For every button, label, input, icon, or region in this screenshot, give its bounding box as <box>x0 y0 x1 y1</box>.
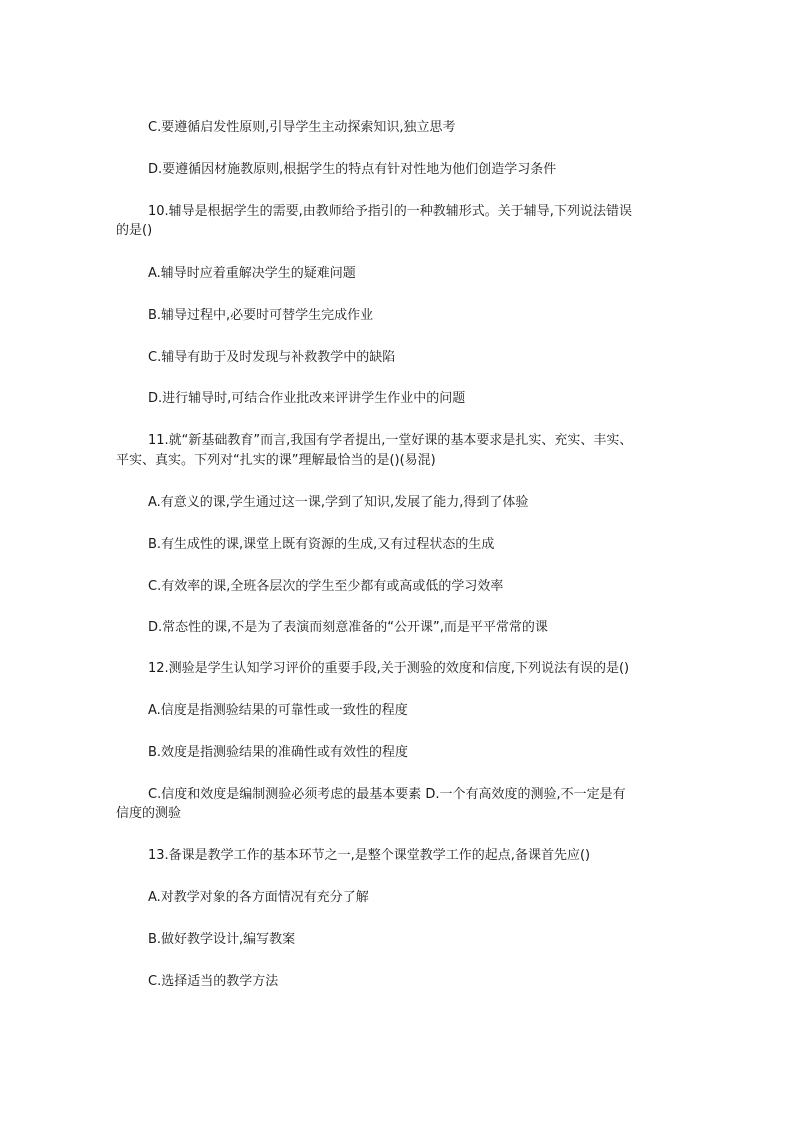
option-d-q9: D.要遵循因材施教原则,根据学生的特点有针对性地为他们创造学习条件 <box>148 162 557 177</box>
option-d-q10: D.进行辅导时,可结合作业批改来评讲学生作业中的问题 <box>148 391 466 406</box>
option-c-q11: C.有效率的课,全班各层次的学生至少都有或高或低的学习效率 <box>148 579 504 594</box>
option-b-q12: B.效度是指测验结果的准确性或有效性的程度 <box>148 745 409 760</box>
option-d-q11: D.常态性的课,不是为了表演而刻意准备的“公开课”,而是平平常常的课 <box>148 620 548 635</box>
option-c-q9: C.要遵循启发性原则,引导学生主动探索知识,独立思考 <box>148 120 456 135</box>
option-a-q10: A.辅导时应着重解决学生的疑难问题 <box>148 266 356 281</box>
question-12: 12.测验是学生认知学习评价的重要手段,关于测验的效度和信度,下列说法有误的是() <box>148 661 630 676</box>
option-a-q13: A.对教学对象的各方面情况有充分了解 <box>148 890 369 905</box>
option-b-q10: B.辅导过程中,必要时可替学生完成作业 <box>148 308 374 323</box>
option-a-q11: A.有意义的课,学生通过这一课,学到了知识,发展了能力,得到了体验 <box>148 495 529 510</box>
option-b-q11: B.有生成性的课,课堂上既有资源的生成,又有过程状态的生成 <box>148 537 495 552</box>
option-c-q13: C.选择适当的教学方法 <box>148 974 279 989</box>
option-cd-q12-line-1: C.信度和效度是编制测验必须考虑的最基本要素 D.一个有高效度的测验,不一定是有 <box>148 787 626 802</box>
option-b-q13: B.做好教学设计,编写教案 <box>148 932 296 947</box>
option-c-q10: C.辅导有助于及时发现与补救教学中的缺陷 <box>148 350 396 365</box>
question-10-line-2: 的是() <box>116 223 153 238</box>
question-13: 13.备课是教学工作的基本环节之一,是整个课堂教学工作的起点,备课首先应() <box>148 848 591 863</box>
option-a-q12: A.信度是指测验结果的可靠性或一致性的程度 <box>148 703 408 718</box>
question-10-line-1: 10.辅导是根据学生的需要,由教师给予指引的一种教辅形式。关于辅导,下列说法错误 <box>148 204 632 219</box>
option-cd-q12-line-2: 信度的测验 <box>116 806 182 821</box>
question-11-line-1: 11.就“新基础教育”而言,我国有学者提出,一堂好课的基本要求是扎实、充实、丰实、 <box>148 433 633 448</box>
question-11-line-2: 平实、真实。下列对“扎实的课”理解最恰当的是()(易混) <box>116 453 436 468</box>
